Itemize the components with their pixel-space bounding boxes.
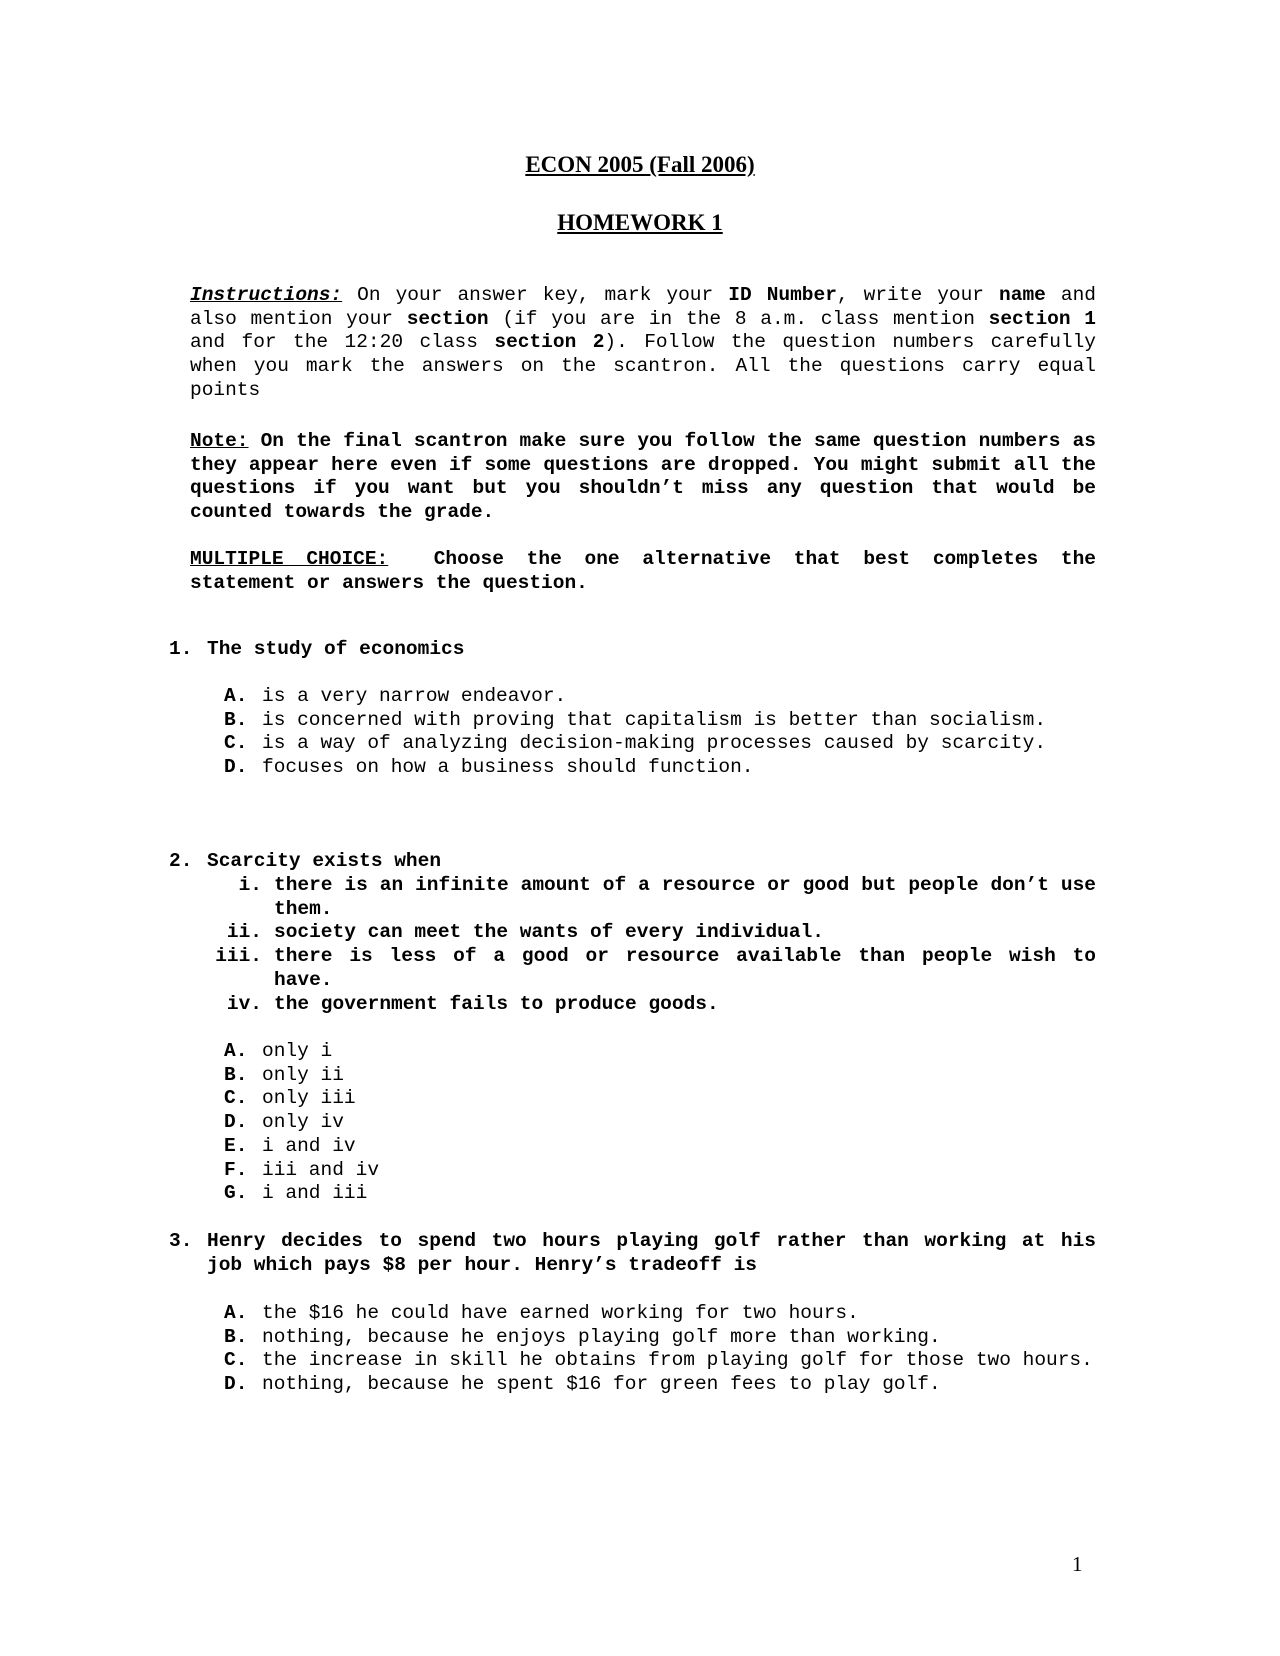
- option-text: nothing, because he spent $16 for green fees to play golf.: [262, 1373, 941, 1396]
- option-text: iii and iv: [262, 1158, 380, 1181]
- option-item: [224, 1373, 1096, 1397]
- option-text: is a very narrow endeavor.: [262, 685, 567, 707]
- multiple-choice-label: MULTIPLE CHOICE:: [190, 548, 389, 570]
- question-2: [169, 850, 1096, 874]
- instructions-text-4: (if you are in the 8 a.m. class mention: [488, 307, 989, 330]
- option-label: B.: [224, 708, 248, 731]
- page-number: 1: [1072, 1552, 1083, 1576]
- option-text: is a way of analyzing decision-making processes caused by scarcity.: [262, 732, 1047, 755]
- option-text: the $16 he could have earned working for two hours.: [262, 1302, 859, 1324]
- instructions-id-number: ID Number: [728, 284, 837, 306]
- option-item: [224, 1182, 1096, 1206]
- question-1-options: [224, 685, 1096, 780]
- option-label: F.: [224, 1158, 248, 1181]
- note-label: Note:: [190, 430, 249, 452]
- question-stem: Henry decides to spend two hours playing golf rather than working at his job which pays $8 per hour. Henry’s tradeoff is: [207, 1230, 1096, 1276]
- option-label: C.: [224, 1087, 248, 1110]
- instructions-section: section: [406, 307, 489, 330]
- statement-label: i.: [238, 874, 262, 896]
- homework-title: HOMEWORK 1: [557, 210, 723, 235]
- question-2-options: [224, 1040, 1096, 1206]
- statement-label: ii.: [226, 921, 262, 944]
- option-text: the increase in skill he obtains from playing golf for those two hours.: [262, 1349, 1093, 1372]
- option-text: only ii: [262, 1063, 344, 1086]
- statement-item: [190, 921, 1096, 945]
- instructions-text-1: On your answer key, mark your: [342, 284, 729, 306]
- option-item: [224, 732, 1096, 756]
- question-3: [169, 1230, 1096, 1277]
- statement-text: society can meet the wants of every individual.: [274, 921, 824, 944]
- option-text: focuses on how a business should function.: [262, 756, 754, 779]
- multiple-choice-paragraph: [190, 548, 1108, 595]
- question-number: 2.: [169, 850, 193, 872]
- instructions-label: Instructions:: [190, 284, 343, 306]
- option-item: [224, 1087, 1096, 1111]
- option-label: A.: [224, 685, 248, 707]
- option-item: [224, 1349, 1096, 1373]
- statement-item: [190, 945, 1096, 992]
- option-text: nothing, because he enjoys playing golf more than working.: [262, 1325, 941, 1348]
- option-text: only i: [262, 1040, 333, 1062]
- multiple-choice-text: Choose the one alternative that best completes the statement or answers the question.: [190, 548, 1108, 594]
- option-text: i and iv: [262, 1134, 356, 1157]
- statement-text: there is an infinite amount of a resource or good but people don’t use them.: [274, 874, 1096, 920]
- instructions-paragraph: [190, 284, 1096, 403]
- instructions-text-2: , write your: [836, 284, 1000, 306]
- statement-text: there is less of a good or resource available than people wish to have.: [274, 945, 1096, 991]
- note-paragraph: [190, 430, 1096, 525]
- option-text: i and iii: [262, 1182, 368, 1205]
- question-3-options: [224, 1302, 1096, 1397]
- instructions-text-6: ). Follow the question numbers carefully when you mark the answers on the scantron. All the questions carry equal points: [190, 331, 1096, 401]
- statement-text: the government fails to produce goods.: [274, 992, 719, 1015]
- option-item: [224, 756, 1096, 780]
- statement-item: [190, 993, 1096, 1017]
- option-label: G.: [224, 1182, 248, 1205]
- question-number: 3.: [169, 1230, 193, 1252]
- course-title: ECON 2005 (Fall 2006): [525, 152, 755, 177]
- option-item: [224, 709, 1096, 733]
- statement-item: [190, 874, 1096, 921]
- option-text: only iii: [262, 1087, 356, 1110]
- option-label: A.: [224, 1302, 248, 1324]
- option-item: [224, 1326, 1096, 1350]
- option-text: is concerned with proving that capitalism is better than socialism.: [262, 708, 1047, 731]
- statement-label: iii.: [215, 945, 262, 968]
- instructions-text-3: and also mention your: [190, 284, 1097, 330]
- option-item: [224, 685, 1096, 709]
- option-label: B.: [224, 1063, 248, 1086]
- instructions-name: name: [999, 284, 1046, 306]
- option-item: [224, 1302, 1096, 1326]
- option-item: [224, 1064, 1096, 1088]
- option-label: C.: [224, 732, 248, 755]
- option-item: [224, 1111, 1096, 1135]
- question-stem: The study of economics: [207, 638, 465, 660]
- instructions-section-2: section 2: [494, 331, 605, 354]
- instructions-section-1: section 1: [988, 307, 1096, 330]
- question-number: 1.: [169, 638, 193, 660]
- option-label: A.: [224, 1040, 248, 1062]
- option-label: C.: [224, 1349, 248, 1372]
- instructions-text-5: and for the 12:20 class: [190, 331, 495, 354]
- option-item: [224, 1040, 1096, 1064]
- statement-label: iv.: [226, 992, 262, 1015]
- option-label: B.: [224, 1325, 248, 1348]
- option-label: E.: [224, 1134, 248, 1157]
- option-label: D.: [224, 756, 248, 779]
- option-item: [224, 1135, 1096, 1159]
- option-label: D.: [224, 1373, 248, 1396]
- option-label: D.: [224, 1111, 248, 1134]
- question-1: [169, 638, 1096, 662]
- option-item: [224, 1159, 1096, 1183]
- question-stem: Scarcity exists when: [207, 850, 442, 872]
- note-text: On the final scantron make sure you follow the same question numbers as they appear here even if some questions are dropped. You might submit all the questions if you want but you shouldn’t miss any question that would be counted towards the grade.: [190, 430, 1096, 524]
- question-2-statements: [190, 874, 1096, 1016]
- option-text: only iv: [262, 1111, 344, 1134]
